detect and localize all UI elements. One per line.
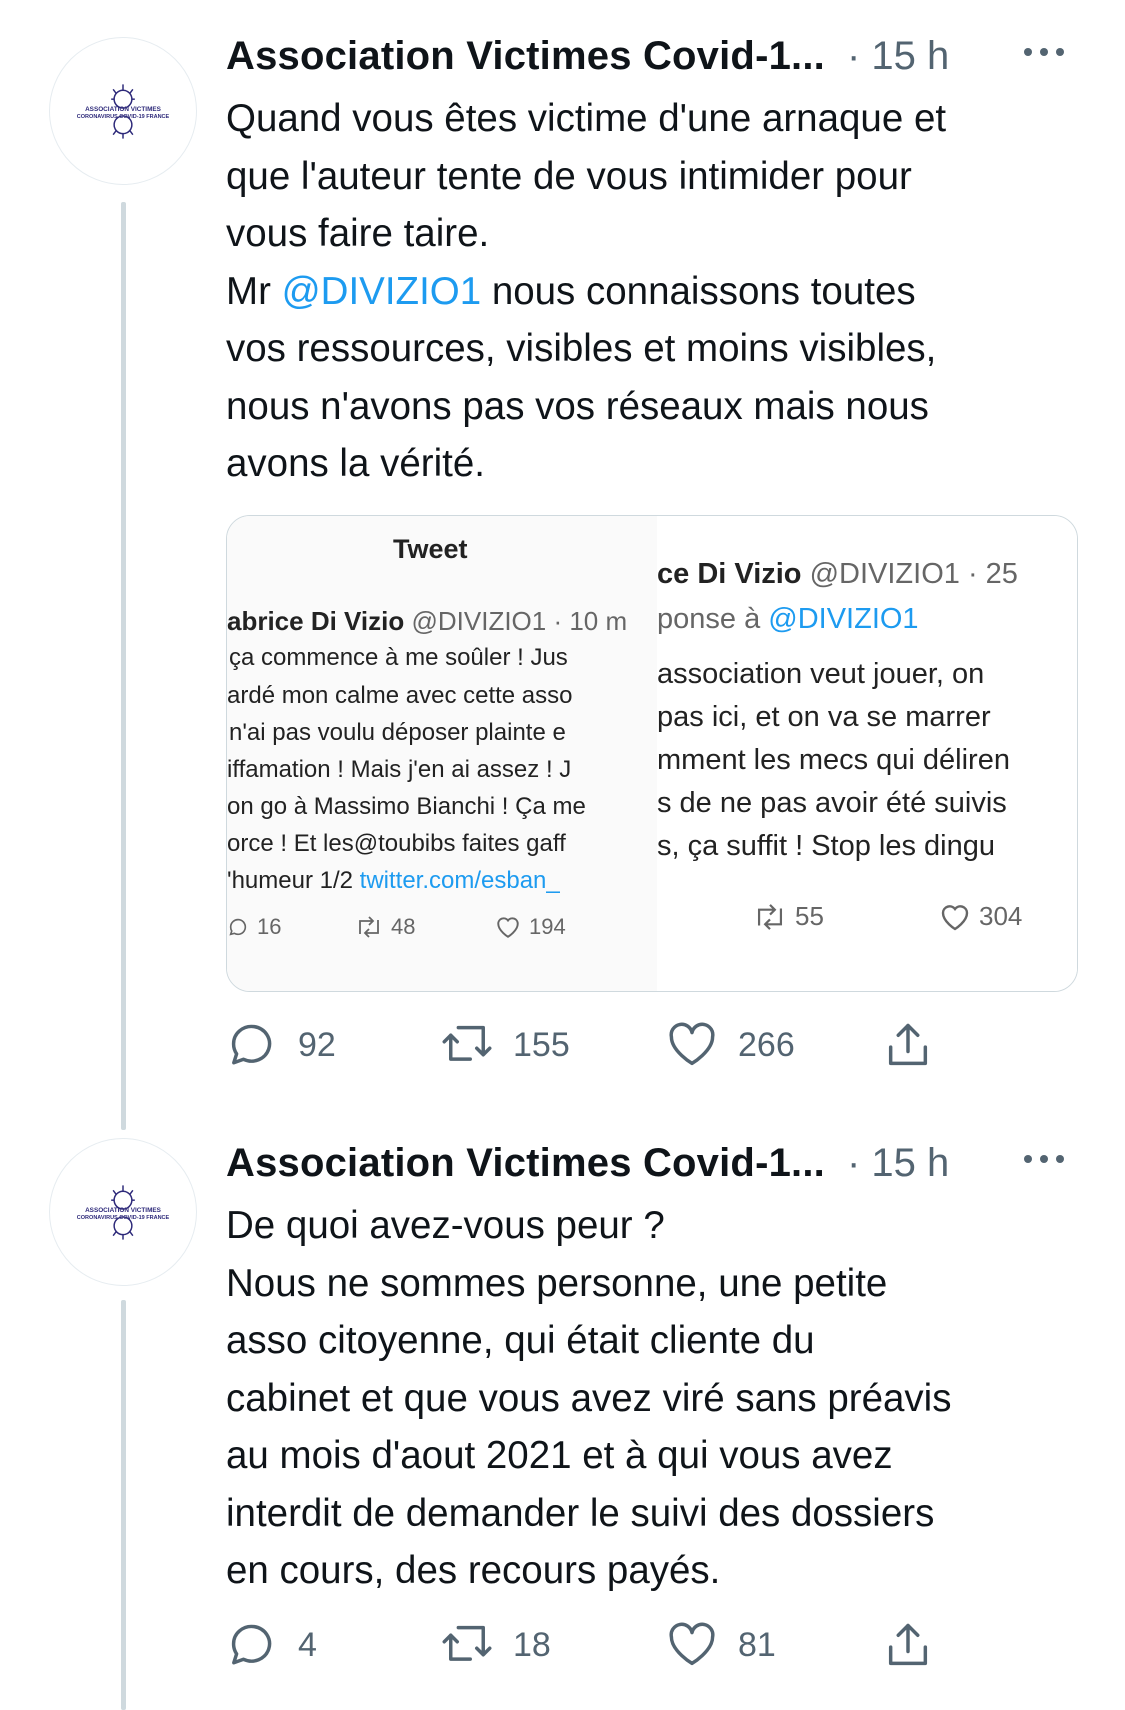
screenshot-author: abrice Di Vizio @DIVIZIO1 · 10 m xyxy=(227,606,628,636)
share-icon xyxy=(882,1019,934,1071)
heart-icon xyxy=(666,1619,718,1671)
retweet-count: 155 xyxy=(513,1025,570,1064)
screenshot-retweet-count: 55 xyxy=(753,901,824,932)
svg-text:CORONAVIRUS COVID-19 FRANCE: CORONAVIRUS COVID-19 FRANCE xyxy=(76,1214,170,1221)
tweet-line: interdit de demander le suivi des dossiers xyxy=(226,1491,935,1535)
mention-link[interactable]: @DIVIZIO1 xyxy=(281,269,482,313)
like-button[interactable] xyxy=(666,1015,795,1075)
timestamp[interactable]: · 15 h xyxy=(846,1140,950,1185)
tweet-line: en cours, des recours payés. xyxy=(226,1549,721,1592)
attached-image[interactable] xyxy=(226,515,1078,992)
reply-count: 92 xyxy=(298,1025,336,1064)
retweet-button[interactable] xyxy=(441,1015,570,1075)
tweet-line xyxy=(226,263,1096,321)
reply-button[interactable] xyxy=(226,1615,317,1675)
heart-icon xyxy=(666,1019,718,1071)
timestamp[interactable]: · 15 h xyxy=(846,33,950,78)
avatar[interactable] xyxy=(49,37,197,185)
author-name[interactable]: Association Victimes Covid-1... xyxy=(226,1140,825,1185)
tweet-line: que l'auteur tente de vous intimider pour xyxy=(226,154,912,198)
tweet-line: avons la vérité. xyxy=(226,442,485,485)
screenshot-reply-to: ponse à @DIVIZIO1 xyxy=(657,603,919,635)
avatar[interactable] xyxy=(49,1138,197,1286)
author-name[interactable]: Association Victimes Covid-1... xyxy=(226,33,825,78)
screenshot-text-line: on go à Massimo Bianchi ! Ça me xyxy=(227,793,586,820)
screenshot-text-line: ça commence à me soûler ! Jus xyxy=(229,644,568,671)
association-logo xyxy=(54,81,192,141)
reply-icon xyxy=(226,1619,278,1671)
tweet-line: vos ressources, visibles et moins visibles, xyxy=(226,327,937,370)
screenshot-author: ce Di Vizio @DIVIZIO1 · 25 xyxy=(657,558,1018,590)
tweet-text xyxy=(226,90,1096,493)
tweet-line: asso citoyenne, qui était cliente du xyxy=(226,1319,815,1362)
tweet-line: Nous ne sommes personne, une petite xyxy=(226,1261,888,1305)
tweet-header xyxy=(226,1133,1086,1193)
more-options-icon[interactable] xyxy=(1024,48,1064,56)
tweet-actions xyxy=(226,1015,946,1075)
screenshot-like-count: 304 xyxy=(939,901,1022,932)
mention-suffix: nous connaissons toutes xyxy=(481,269,916,313)
screenshot-text-line: s, ça suffit ! Stop les dingu xyxy=(657,830,995,862)
screenshot-text-line: association veut jouer, on xyxy=(657,658,985,690)
screenshot-text-line: mment les mecs qui déliren xyxy=(657,744,1010,776)
tweet-line: vous faire taire. xyxy=(226,212,490,255)
tweet-line: cabinet et que vous avez viré sans préavis xyxy=(226,1376,952,1420)
screenshot-text-line: s de ne pas avoir été suivis xyxy=(657,787,1007,819)
like-count: 266 xyxy=(738,1025,795,1064)
svg-text:CORONAVIRUS COVID-19 FRANCE: CORONAVIRUS COVID-19 FRANCE xyxy=(76,113,170,120)
retweet-button[interactable] xyxy=(441,1615,551,1675)
screenshot-reply-count: 16 xyxy=(227,914,281,940)
tweet-line: nous n'avons pas vos réseaux mais nous xyxy=(226,384,929,428)
like-button[interactable] xyxy=(666,1615,776,1675)
more-options-icon[interactable] xyxy=(1024,1155,1064,1163)
screenshot-right xyxy=(657,516,1077,991)
tweet-header xyxy=(226,26,1086,86)
thread-line xyxy=(121,1300,126,1710)
svg-text:ASSOCIATION VICTIMES: ASSOCIATION VICTIMES xyxy=(85,106,161,113)
tweet-line: Quand vous êtes victime d'une arnaque et xyxy=(226,97,947,140)
screenshot-text-line: orce ! Et les@toubibs faites gaff xyxy=(227,830,566,857)
thread-line xyxy=(121,202,126,1130)
reply-count: 4 xyxy=(298,1625,317,1664)
screenshot-text-line: pas ici, et on va se marrer xyxy=(657,701,991,733)
retweet-count: 18 xyxy=(513,1625,551,1664)
retweet-icon xyxy=(441,1619,493,1671)
tweet-line: De quoi avez-vous peur ? xyxy=(226,1204,665,1247)
reply-button[interactable] xyxy=(226,1015,336,1075)
svg-text:ASSOCIATION VICTIMES: ASSOCIATION VICTIMES xyxy=(85,1207,161,1214)
screenshot-text-line: 'humeur 1/2 twitter.com/esban_ xyxy=(227,867,560,894)
tweet-actions xyxy=(226,1615,946,1675)
share-icon xyxy=(882,1619,934,1671)
screenshot-like-count: 194 xyxy=(495,914,566,940)
tweet-text xyxy=(226,1197,1096,1600)
screenshot-left xyxy=(227,516,657,991)
share-button[interactable] xyxy=(882,1615,934,1675)
screenshot-text-line: ardé mon calme avec cette asso xyxy=(227,682,573,709)
tweet[interactable] xyxy=(0,1110,1125,1700)
reply-icon xyxy=(226,1019,278,1071)
mr-prefix: Mr xyxy=(226,269,282,313)
screenshot-retweet-count: 48 xyxy=(355,914,415,940)
screenshot-text-line: iffamation ! Mais j'en ai assez ! J xyxy=(227,756,572,783)
like-count: 81 xyxy=(738,1625,776,1664)
screenshot-title: Tweet xyxy=(393,534,468,564)
screenshot-text-line: n'ai pas voulu déposer plainte e xyxy=(229,719,566,746)
tweet-line: au mois d'aout 2021 et à qui vous avez xyxy=(226,1434,893,1477)
association-logo xyxy=(54,1182,192,1242)
share-button[interactable] xyxy=(882,1015,934,1075)
retweet-icon xyxy=(441,1019,493,1071)
